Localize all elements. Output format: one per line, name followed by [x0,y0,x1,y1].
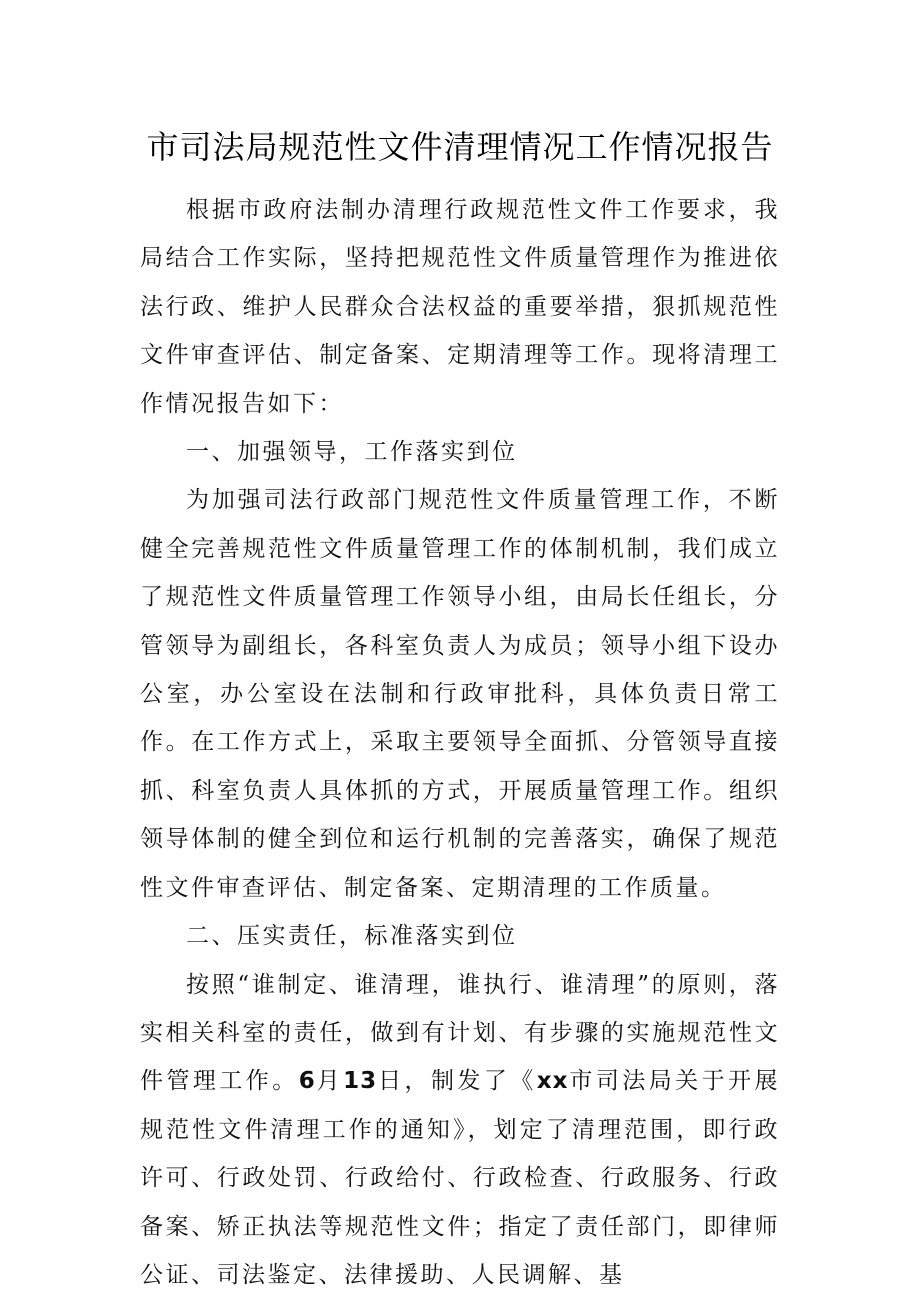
document-title: 市司法局规范性文件清理情况工作情况报告 [146,128,774,166]
date-day-number: 13 [343,1068,378,1095]
section-heading-1: 一、加强领导，工作落实到位 [186,439,518,466]
date-day-label: 日，制发了《 [377,1068,537,1095]
date-month-number: 6 [298,1068,316,1095]
date-month-label: 月 [315,1068,344,1095]
section-heading-2: 二、压实责任，标准落实到位 [186,923,518,950]
section-2-paragraph [140,961,780,1300]
section-2-text-part2: 市司法局关于开展规范性文件清理工作的通知》，划定了清理范围，即行政许可、行政处罚、行政给付、行政检查、行政服务、行政备案、矫正执法等规范性文件；指定了责任部门，即律师公证、司法鉴定、法律援助、人民调解、基 [140,1068,781,1288]
section-2-text-part1: 按照“谁制定、谁清理，谁执行、谁清理”的原则，落实相关科室的责任，做到有计划、有步骤的实施规范性文件管理工作。 [140,971,780,1095]
section-1-paragraph: 为加强司法行政部门规范性文件质量管理工作，不断健全完善规范性文件质量管理工作的体制机制，我们成立了规范性文件质量管理工作领导小组，由局长任组长，分管领导为副组长，各科室负责人为成员；领导小组下设办公室，办公室设在法制和行政审批科，具体负责日常工作。在工作方式上，采取主要领导全面抓、分管领导直接抓、科室负责人具体抓的方式，开展质量管理工作。组织领导体制的健全到位和运行机制的完善落实，确保了规范性文件审查评估、制定备案、定期清理的工作质量。 [140,487,780,901]
document-body [140,186,780,1299]
placeholder-xx: xx [536,1068,569,1095]
intro-paragraph: 根据市政府法制办清理行政规范性文件工作要求，我局结合工作实际，坚持把规范性文件质量管理作为推进依法行政、维护人民群众合法权益的重要举措，狠抓规范性文件审查评估、制定备案、定期清理等工作。现将清理工作情况报告如下： [140,197,780,417]
